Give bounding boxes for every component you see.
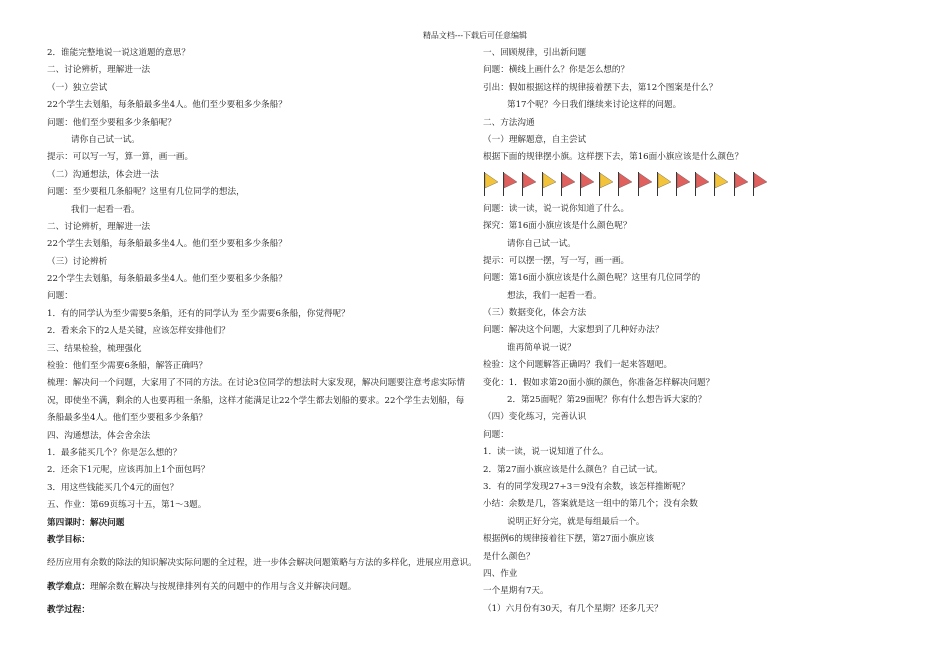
text-line: 根据下面的规律摆小旗。这样摆下去，第16面小旗应该是什么颜色？ (483, 152, 744, 163)
section-heading: 二、讨论辨析，理解进一法 (47, 65, 151, 76)
flag-icon (617, 171, 633, 197)
flag-icon (521, 171, 537, 197)
difficulty-heading: 教学难点： (47, 581, 90, 592)
lesson-title: 第四课时：解决问题 (47, 517, 125, 528)
subsection-heading: （二）沟通想法，体会进一法 (47, 169, 159, 180)
text-line: 提示：可以摆一摆，写一写，画一画。 (483, 255, 630, 266)
text-line: 问题： (47, 291, 73, 302)
text-line: 检验：他们至少需要6条船，解答正确吗？ (47, 361, 208, 372)
flag-icon (502, 171, 518, 197)
text-line: 问题：读一读，说一说你知道了什么。 (483, 203, 630, 214)
flag-icon (541, 171, 557, 197)
section-heading: 一、回顾规律，引出新问题 (483, 48, 587, 58)
subsection-heading: （三）数据变化，体会方法 (483, 308, 587, 319)
text-line: 2．还余下1元呢，应该再加上1个面包吗？ (47, 465, 210, 476)
text-line: 小结：余数是几，答案就是这一组中的第几个；没有余数 (483, 499, 698, 510)
text-line: 2．第27面小旗应该是什么颜色？自己试一试。 (483, 464, 663, 475)
text-line: 提示：可以写一写，算一算，画一画。 (47, 152, 194, 163)
text-line: 请你自己试一试。 (507, 238, 576, 249)
flag-icon (752, 171, 768, 197)
left-column (47, 45, 477, 620)
subsection-heading: （四）变化练习，完善认识 (483, 412, 587, 423)
text-line: 3．有的同学发现27÷3＝9没有余数，该怎样推断呢？ (483, 481, 690, 492)
text-line: 1．最多能买几个？你是怎么想的？ (47, 448, 182, 459)
section-heading: 二、讨论辨析，理解进一法 (47, 221, 151, 232)
flag-icon (675, 171, 691, 197)
text-line: 说明正好分完，就是每组最后一个。 (507, 516, 645, 527)
difficulty-text: 理解余数在解决与按规律排列有关的问题中的作用与含义并解决问题。 (89, 581, 357, 592)
flag-icon (579, 171, 595, 197)
flag-icon (637, 171, 653, 197)
subsection-heading: （一）理解题意，自主尝试 (483, 134, 587, 145)
section-heading: 三、结果检验，梳理强化 (47, 343, 142, 354)
flag-icon (483, 171, 499, 197)
text-line: （1）六月份有30天，有几个星期？还多几天？ (483, 603, 663, 614)
text-line: 检验：这个问题解答正确吗？我们一起来答题吧。 (483, 360, 673, 371)
flag-icon (694, 171, 710, 197)
text-line: 2．谁能完整地说一说这道题的意思？ (47, 48, 190, 58)
flag-icon (733, 171, 749, 197)
text-line: 22个学生去划船，每条船最多坐4人。他们至少要租多少条船？ (47, 239, 287, 250)
text-line: 问题：解决这个问题，大家想到了几种好办法？ (483, 325, 664, 336)
process-heading: 教学过程： (47, 605, 90, 616)
flag-pattern (483, 171, 903, 199)
text-line: 根据例6的规律接着往下摆，第27面小旗应该 (483, 534, 655, 545)
text-line: 探究：第16面小旗应该是什么颜色呢？ (483, 221, 632, 232)
right-column (483, 45, 903, 618)
text-line: 我们一起看一看。 (71, 204, 140, 215)
text-line: 经历应用有余数的除法的知识解决实际问题的全过程，进一步体会解决问题策略与方法的多样化，进展应用意识。 (47, 558, 477, 569)
subsection-heading: （一）独立尝试 (47, 82, 108, 93)
text-line: 22个学生去划船，每条船最多坐4人。他们至少要租多少条船？ (47, 100, 287, 111)
text-line: 问题：第16面小旗应该是什么颜色呢？这里有几位同学的 (483, 273, 701, 284)
text-line: 第17个呢？今日我们继续来讨论这样的问题。 (507, 100, 682, 111)
text-line: 问题：至少要租几条船呢？这里有几位同学的想法， (47, 187, 245, 198)
paragraph: 梳理：解决问一个问题，大家用了不同的方法。在讨论3位同学的想法时大家发现，解决问题要注意考虑实际情况，即使坐不满，剩余的人也要再租一条船，这样才能满足让22个学生都去划船的要求。22个学生去划船，每条船最多坐4人。他们至少要租多少条船？ (47, 378, 465, 424)
text-line: 2．第25面呢？第29面呢？你有什么想告诉大家的？ (507, 395, 707, 406)
section-heading: 四、作业 (483, 568, 518, 579)
goal-heading: 教学目标： (47, 534, 90, 545)
flag-icon (560, 171, 576, 197)
subsection-heading: （三）讨论辨析 (47, 256, 108, 267)
text-line: 2．看来余下的2人是关键，应该怎样安排他们？ (47, 326, 230, 337)
text-line: 请你自己试一试。 (71, 134, 140, 145)
text-line: 1．有的同学认为至少需要5条船，还有的同学认为 至少需要6条船，你觉得呢？ (47, 308, 350, 319)
text-line: 22个学生去划船，每条船最多坐4人。他们至少要租多少条船？ (47, 274, 287, 285)
text-line: 问题：横线上画什么？你是怎么想的？ (483, 65, 630, 76)
text-line: 问题：他们至少要租多少条船呢？ (47, 117, 176, 128)
section-heading: 二、方法沟通 (483, 117, 535, 128)
section-heading: 四、沟通想法，体会舍余法 (47, 430, 151, 441)
flag-icon (656, 171, 672, 197)
text-line: 3．用这些钱能买几个4元的面包？ (47, 482, 179, 493)
flag-icon (598, 171, 614, 197)
text-line: 五、作业：第69页练习十五，第1～3题。 (47, 500, 207, 511)
text-line: 引出：假如根据这样的规律接着摆下去，第12个图案是什么？ (483, 82, 718, 93)
page-header: 精品文档---下载后可任意编辑 (422, 31, 528, 40)
text-line: 是什么颜色？ (483, 551, 535, 562)
text-line: 1．读一读，说一说知道了什么。 (483, 447, 609, 458)
flag-icon (713, 171, 729, 197)
text-line: 想法，我们一起看一看。 (507, 290, 602, 301)
text-line: 问题： (483, 429, 509, 440)
text-line: 谁再简单说一说？ (507, 342, 576, 353)
text-line: 变化：1．假如求第20面小旗的颜色，你准备怎样解决问题？ (483, 377, 715, 388)
text-line: 一个星期有7天。 (483, 586, 549, 597)
